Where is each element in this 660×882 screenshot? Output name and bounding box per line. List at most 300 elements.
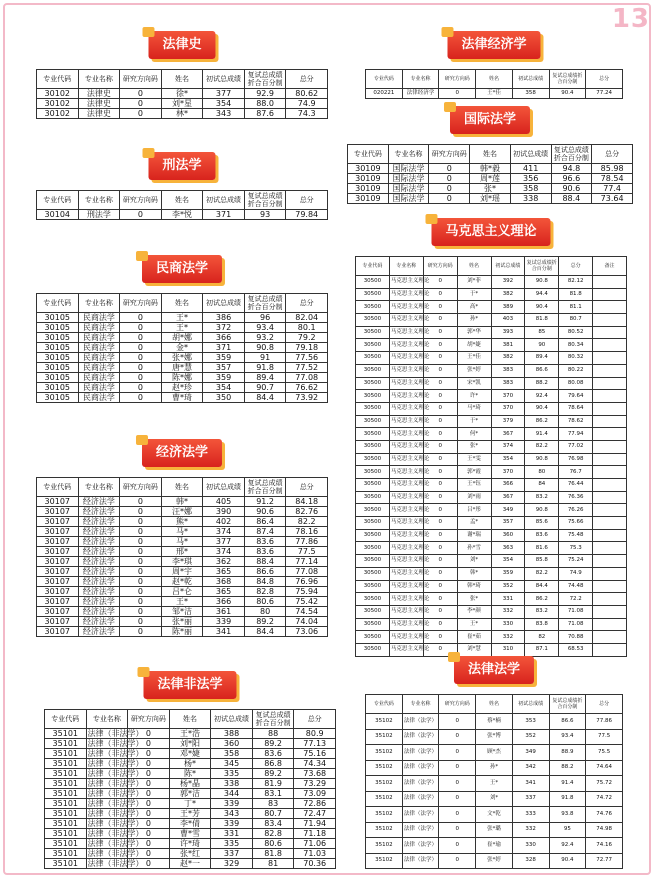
table-row: [37, 333, 328, 343]
table-cell: 370: [491, 466, 525, 479]
table-cell: 377: [203, 537, 245, 547]
table-cell: 358: [512, 89, 549, 99]
table-cell: 0: [120, 353, 162, 363]
table-cell: 359: [203, 353, 245, 363]
table-cell: 韩*: [457, 567, 491, 580]
table-cell: 356: [510, 174, 551, 184]
table-cell: 30109: [348, 164, 389, 174]
table-cell: 30500: [356, 491, 390, 504]
column-header: 专业名称: [402, 70, 439, 89]
table-cell: 35102: [366, 729, 403, 745]
table-cell: 80.22: [559, 364, 593, 377]
table-row: [37, 393, 328, 403]
table-cell: 75.3: [559, 542, 593, 555]
table-cell: 93.2: [244, 333, 286, 343]
table-cell: 76.98: [559, 453, 593, 466]
table-cell: 359: [203, 373, 245, 383]
table-cell: 74.16: [586, 838, 623, 854]
table-cell: 0: [423, 402, 457, 415]
table-cell: 0: [120, 587, 162, 597]
table-cell: 30107: [37, 557, 79, 567]
table-cell: 刑法学: [78, 210, 120, 220]
table-cell: 86.6: [244, 567, 286, 577]
table-row: [366, 822, 623, 838]
table-cell: 何*: [457, 428, 491, 441]
column-header: 复试总成绩折合百分制: [252, 710, 294, 729]
table-cell: 80.32: [559, 352, 593, 365]
table-cell: 0: [128, 819, 170, 829]
table-cell: 90.4: [525, 402, 559, 415]
table-cell: 96.6: [551, 174, 592, 184]
table-cell: 82.2: [286, 517, 328, 527]
table-cell: 82.12: [559, 276, 593, 289]
table-cell: 0: [439, 776, 476, 792]
table-cell: 335: [211, 769, 253, 779]
table-cell: 84.4: [244, 627, 286, 637]
table-cell: 79.84: [286, 210, 328, 220]
table-cell: [593, 276, 627, 289]
table-cell: 85: [525, 326, 559, 339]
section-title: 经济法学: [142, 439, 222, 467]
table-row: [366, 776, 623, 792]
table-cell: 马克思主义理论: [389, 605, 423, 618]
table-cell: 民商法学: [78, 393, 120, 403]
table-cell: 371: [203, 210, 245, 220]
table-cell: 93.4: [549, 729, 586, 745]
table-cell: 张*婷: [457, 364, 491, 377]
table-cell: 徐*: [161, 89, 203, 99]
table-cell: 经济法学: [78, 627, 120, 637]
table-cell: 81.1: [559, 301, 593, 314]
table-cell: 344: [211, 789, 253, 799]
table-row: [37, 507, 328, 517]
table-cell: 0: [423, 479, 457, 492]
table-cell: 30107: [37, 537, 79, 547]
column-header: 初试总成绩: [203, 191, 245, 210]
table-cell: 35101: [45, 769, 87, 779]
table-cell: 386: [203, 313, 245, 323]
table-cell: 0: [429, 184, 470, 194]
table-row: [37, 627, 328, 637]
table-cell: 74.34: [294, 759, 336, 769]
table-row: [45, 829, 336, 839]
table-cell: 349: [512, 745, 549, 761]
table-cell: 405: [203, 497, 245, 507]
table-cell: 30500: [356, 517, 390, 530]
table-cell: 80.1: [286, 323, 328, 333]
table-cell: 83.2: [525, 605, 559, 618]
table-cell: 0: [439, 760, 476, 776]
table-cell: 73.09: [294, 789, 336, 799]
table-cell: 30109: [348, 174, 389, 184]
table-cell: 高*: [457, 301, 491, 314]
table-cell: 30107: [37, 547, 79, 557]
table-row: [348, 174, 633, 184]
table-row: [37, 597, 328, 607]
table-cell: 许*: [457, 390, 491, 403]
table-cell: 74.3: [286, 109, 328, 119]
table-cell: 77.86: [586, 714, 623, 730]
table-cell: 90: [525, 339, 559, 352]
table-cell: 70.88: [559, 631, 593, 644]
table-cell: 马*: [161, 537, 203, 547]
table-cell: 83.6: [525, 529, 559, 542]
table-cell: 0: [128, 809, 170, 819]
table-cell: 74.48: [559, 580, 593, 593]
table-cell: 30105: [37, 363, 79, 373]
table-cell: 法律（法学）: [402, 760, 439, 776]
table-cell: 0: [423, 631, 457, 644]
column-header: 研究方向码: [429, 145, 470, 164]
table-cell: 84.4: [525, 580, 559, 593]
column-header: 专业名称: [78, 478, 120, 497]
table-cell: 35101: [45, 749, 87, 759]
table-cell: 93.4: [244, 323, 286, 333]
table-cell: 70.36: [294, 859, 336, 869]
table-cell: 353: [512, 714, 549, 730]
column-header: 初试总成绩: [510, 145, 551, 164]
table-cell: 90.4: [549, 89, 586, 99]
table-cell: 经济法学: [78, 617, 120, 627]
table-cell: 崔*茹: [457, 631, 491, 644]
score-table: [36, 69, 328, 119]
table-cell: 74.64: [586, 760, 623, 776]
table-cell: 92.4: [549, 838, 586, 854]
table-cell: 马*琦: [457, 402, 491, 415]
section-fsfa: [44, 671, 336, 869]
table-cell: 国际法学: [388, 164, 429, 174]
table-row: [356, 491, 627, 504]
table-cell: 0: [128, 789, 170, 799]
table-cell: 马克思主义理论: [389, 352, 423, 365]
table-cell: 94.4: [525, 288, 559, 301]
table-cell: 83.4: [252, 819, 294, 829]
table-cell: 30500: [356, 643, 390, 656]
table-cell: 30107: [37, 597, 79, 607]
table-cell: 30500: [356, 440, 390, 453]
column-header: 专业代码: [37, 478, 79, 497]
table-cell: 0: [120, 363, 162, 373]
table-cell: 35101: [45, 849, 87, 859]
table-cell: 0: [423, 415, 457, 428]
table-cell: 法律（非法学）: [87, 789, 144, 798]
table-cell: 88.4: [244, 557, 286, 567]
table-cell: 359: [491, 567, 525, 580]
table-cell: 332: [491, 631, 525, 644]
table-row: [348, 164, 633, 174]
table-cell: 王*雯: [457, 453, 491, 466]
table-cell: 张*: [457, 593, 491, 606]
column-header: 专业名称: [402, 695, 439, 714]
table-cell: 95: [549, 822, 586, 838]
column-header: 备注: [593, 257, 627, 276]
table-cell: 71.18: [294, 829, 336, 839]
table-cell: 刘*阳: [169, 739, 211, 749]
table-cell: 89.4: [525, 352, 559, 365]
table-cell: 陈*娜: [161, 373, 203, 383]
table-cell: 68.53: [559, 643, 593, 656]
table-cell: 35101: [45, 809, 87, 819]
table-cell: 30500: [356, 390, 390, 403]
table-cell: 81.8: [525, 314, 559, 327]
table-cell: 张*红: [169, 849, 211, 859]
table-cell: 0: [423, 276, 457, 289]
section-title: 法律史: [148, 31, 215, 59]
table-header-row: [366, 695, 623, 714]
table-cell: 马克思主义理论: [389, 555, 423, 568]
table-cell: 王*佳: [476, 89, 513, 99]
table-cell: 丁*: [169, 799, 211, 809]
column-header: 姓名: [457, 257, 491, 276]
table-cell: 35101: [45, 819, 87, 829]
table-cell: 80.34: [559, 339, 593, 352]
section-title: 民商法学: [142, 255, 222, 283]
table-cell: [593, 364, 627, 377]
table-cell: 韩*毅: [470, 164, 511, 174]
table-cell: 30105: [37, 323, 79, 333]
table-cell: 358: [510, 184, 551, 194]
table-row: [37, 353, 328, 363]
table-cell: [593, 402, 627, 415]
table-cell: 338: [510, 194, 551, 204]
table-cell: 88.9: [549, 745, 586, 761]
table-cell: 362: [203, 557, 245, 567]
table-cell: 30107: [37, 587, 79, 597]
table-cell: 民商法学: [78, 363, 120, 373]
table-cell: 30500: [356, 276, 390, 289]
score-table: [36, 190, 328, 220]
table-cell: 民商法学: [78, 373, 120, 383]
table-cell: [593, 479, 627, 492]
table-cell: 孙*雪: [457, 542, 491, 555]
table-cell: 35102: [366, 791, 403, 807]
table-cell: 王*浩: [169, 729, 211, 739]
table-row: [45, 779, 336, 789]
column-header: 研究方向码: [439, 695, 476, 714]
table-row: [356, 428, 627, 441]
section-title: 国际法学: [450, 106, 530, 134]
column-header: 复试总成绩折合百分制: [244, 294, 286, 313]
table-row: [37, 607, 328, 617]
table-cell: 349: [491, 504, 525, 517]
table-cell: 30107: [37, 497, 79, 507]
table-cell: 90.8: [525, 276, 559, 289]
table-cell: 372: [203, 323, 245, 333]
column-header: 复试总成绩折合百分制: [549, 695, 586, 714]
table-row: [356, 390, 627, 403]
table-cell: 0: [120, 210, 162, 220]
column-header: 研究方向码: [120, 191, 162, 210]
table-cell: 马克思主义理论: [389, 276, 423, 289]
section-title: 马克思主义理论: [431, 218, 550, 246]
table-cell: 0: [439, 729, 476, 745]
table-row: [348, 194, 633, 204]
table-cell: 郭*洁: [169, 789, 211, 799]
column-header: 姓名: [470, 145, 511, 164]
section-title: 法律法学: [454, 656, 534, 684]
table-cell: 89.2: [252, 769, 294, 779]
column-header: 姓名: [161, 191, 203, 210]
table-cell: 83: [252, 799, 294, 809]
table-cell: 90.6: [244, 507, 286, 517]
table-cell: 89.2: [244, 617, 286, 627]
table-cell: 赵*珍: [161, 383, 203, 393]
table-cell: 35102: [366, 838, 403, 854]
table-cell: 马克思主义理论: [389, 415, 423, 428]
table-cell: 35101: [45, 859, 87, 869]
table-row: [37, 373, 328, 383]
table-cell: 0: [439, 791, 476, 807]
table-cell: 民商法学: [78, 353, 120, 363]
column-header: 专业名称: [78, 191, 120, 210]
table-row: [356, 301, 627, 314]
table-cell: 358: [211, 749, 253, 759]
table-header-row: [37, 294, 328, 313]
table-cell: 许*琦: [169, 839, 211, 849]
table-cell: 90.6: [551, 184, 592, 194]
table-cell: 法律（非法学）: [87, 739, 144, 748]
table-row: [356, 593, 627, 606]
table-cell: 91.8: [549, 791, 586, 807]
table-cell: 371: [203, 343, 245, 353]
table-cell: 法律（非法学）: [87, 829, 144, 838]
table-cell: 马克思主义理论: [389, 428, 423, 441]
score-table: [355, 256, 627, 657]
table-cell: 374: [491, 440, 525, 453]
table-cell: 0: [423, 352, 457, 365]
table-cell: 86.8: [252, 759, 294, 769]
table-cell: 77.08: [286, 373, 328, 383]
section-falvshi: [36, 31, 328, 119]
table-cell: 杨*: [169, 759, 211, 769]
table-cell: 马克思主义理论: [389, 326, 423, 339]
table-cell: 30107: [37, 527, 79, 537]
table-cell: 74.04: [286, 617, 328, 627]
table-row: [37, 517, 328, 527]
table-cell: [593, 491, 627, 504]
table-header-row: [37, 191, 328, 210]
table-row: [356, 567, 627, 580]
column-header: 姓名: [161, 478, 203, 497]
table-cell: 0: [120, 567, 162, 577]
table-cell: 经济法学: [78, 517, 120, 527]
table-cell: 77.4: [592, 184, 633, 194]
table-cell: 曹*雪: [169, 829, 211, 839]
table-cell: 法律（非法学）: [87, 839, 144, 848]
table-cell: 77.5: [286, 547, 328, 557]
table-cell: 30109: [348, 194, 389, 204]
table-row: [45, 799, 336, 809]
table-cell: 张*: [457, 440, 491, 453]
column-header: 总分: [586, 70, 623, 89]
table-cell: 刘*瑶: [470, 194, 511, 204]
section-title: 法律非法学: [143, 671, 236, 699]
table-row: [37, 577, 328, 587]
table-cell: 382: [491, 288, 525, 301]
table-row: [37, 99, 328, 109]
table-cell: 82.76: [286, 507, 328, 517]
table-cell: 72.77: [586, 853, 623, 869]
table-row: [37, 109, 328, 119]
table-cell: 370: [491, 390, 525, 403]
table-cell: 0: [423, 288, 457, 301]
table-cell: 72.86: [294, 799, 336, 809]
table-cell: 0: [423, 542, 457, 555]
table-cell: 92.4: [525, 390, 559, 403]
table-cell: 77.94: [559, 428, 593, 441]
table-cell: 刘*雨: [457, 491, 491, 504]
table-row: [37, 343, 328, 353]
table-cell: 0: [429, 174, 470, 184]
table-cell: 352: [491, 580, 525, 593]
table-row: [366, 729, 623, 745]
column-header: 专业代码: [366, 695, 403, 714]
table-cell: 0: [128, 739, 170, 749]
table-cell: 80: [244, 607, 286, 617]
table-cell: 经济法学: [78, 587, 120, 597]
table-cell: [593, 643, 627, 656]
table-cell: 曹*琦: [161, 393, 203, 403]
table-cell: 郭*华: [457, 326, 491, 339]
table-cell: 法律（非法学）: [87, 729, 144, 738]
table-cell: 71.94: [294, 819, 336, 829]
table-cell: 020221: [366, 89, 403, 99]
table-cell: 74.9: [559, 567, 593, 580]
table-cell: [593, 326, 627, 339]
table-row: [356, 288, 627, 301]
table-cell: 0: [439, 822, 476, 838]
table-cell: 0: [128, 849, 170, 859]
table-cell: 法律（非法学）: [87, 849, 144, 858]
table-cell: 法律（法学）: [402, 807, 439, 823]
table-cell: 83.6: [252, 749, 294, 759]
table-row: [356, 402, 627, 415]
table-cell: 81.6: [525, 542, 559, 555]
table-cell: 75.24: [559, 555, 593, 568]
column-header: 专业名称: [86, 710, 128, 729]
table-row: [356, 618, 627, 631]
column-header: 初试总成绩: [203, 70, 245, 89]
table-cell: 于*: [457, 288, 491, 301]
table-row: [37, 587, 328, 597]
table-cell: 30107: [37, 627, 79, 637]
table-cell: 357: [491, 517, 525, 530]
table-cell: 马克思主义理论: [389, 466, 423, 479]
table-cell: 329: [211, 859, 253, 869]
table-cell: 357: [203, 363, 245, 373]
table-row: [356, 466, 627, 479]
column-header: 研究方向码: [120, 70, 162, 89]
table-cell: 法律（法学）: [402, 838, 439, 854]
table-cell: 0: [423, 466, 457, 479]
table-cell: 30500: [356, 593, 390, 606]
table-row: [366, 838, 623, 854]
table-cell: [593, 377, 627, 390]
table-cell: 350: [203, 393, 245, 403]
table-cell: 91.4: [525, 428, 559, 441]
table-cell: 411: [510, 164, 551, 174]
table-cell: 80.52: [559, 326, 593, 339]
column-header: 姓名: [476, 695, 513, 714]
column-header: 研究方向码: [120, 294, 162, 313]
table-cell: 顾*杰: [476, 745, 513, 761]
table-cell: [593, 352, 627, 365]
table-cell: [593, 466, 627, 479]
table-cell: 刘*菲: [457, 276, 491, 289]
table-cell: 30102: [37, 99, 79, 109]
column-header: 初试总成绩: [491, 257, 525, 276]
table-cell: 30500: [356, 529, 390, 542]
